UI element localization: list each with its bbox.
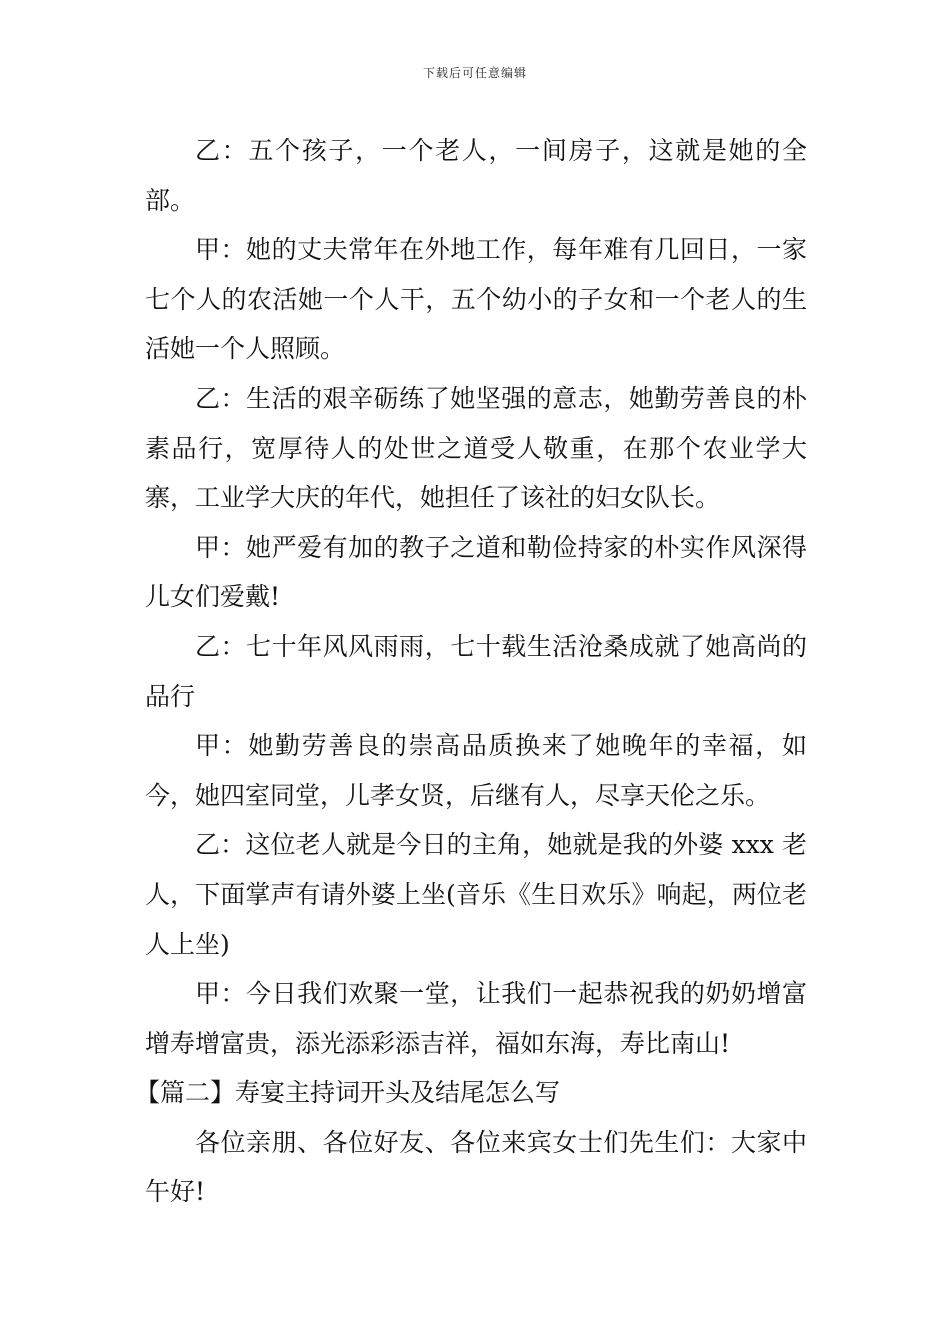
paragraph-8: 甲：今日我们欢聚一堂，让我们一起恭祝我的奶奶增富增寿增富贵，添光添彩添吉祥，福如东海，寿比南山! (145, 979, 807, 1058)
paragraph-7: 乙：这位老人就是今日的主角，她就是我的外婆 xxx 老人，下面掌声有请外婆上坐(音乐《生日欢乐》响起，两位老人上坐) (145, 830, 807, 959)
paragraph-1: 乙：五个孩子，一个老人，一间房子，这就是她的全部。 (145, 136, 807, 215)
paragraph-4: 甲：她严爱有加的教子之道和勒俭持家的朴实作风深得儿女们爱戴! (145, 532, 807, 612)
page-header-note: 下载后可任意编辑 (422, 66, 527, 80)
document-body (135, 126, 807, 1217)
paragraph-6: 甲：她勤劳善良的崇高品质换来了她晚年的幸福，如今，她四室同堂，儿孝女贤，后继有人，尽享天伦之乐。 (145, 731, 807, 810)
paragraph-3: 乙：生活的艰辛砺练了她坚强的意志，她勤劳善良的朴素品行，宽厚待人的处世之道受人敬重，在那个农业学大寨，工业学大庆的年代，她担任了该社的妇女队长。 (145, 383, 807, 513)
closing-paragraph: 各位亲朋、各位好友、各位来宾女士们先生们：大家中午好! (145, 1127, 807, 1207)
paragraph-5: 乙：七十年风风雨雨，七十载生活沧桑成就了她高尚的品行 (145, 631, 807, 711)
section-heading: 【篇二】寿宴主持词开头及结尾怎么写 (135, 1078, 561, 1108)
paragraph-2: 甲：她的丈夫常年在外地工作，每年难有几回日，一家七个人的农活她一个人干，五个幼小的子女和一个老人的生活她一个人照顾。 (145, 235, 807, 364)
